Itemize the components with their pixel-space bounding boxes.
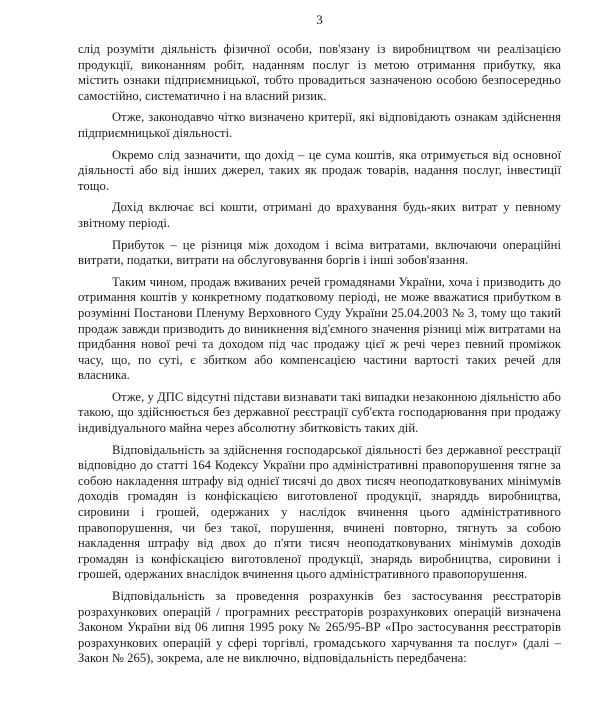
paragraph-dps-conclusion: Отже, у ДПС відсутні підстави визнавати такі випадки незаконною діяльністю або такою, що здійснюється без державної реєстрації суб'єкта господарювання при продажу індивідуального майна через абсолютну збитковість таких дій.	[78, 389, 561, 436]
paragraph-income-definition: Окремо слід зазначити, що дохід – це сума коштів, яка отримується від основної діяльності або від інших джерел, таких як продаж товарів, надання послуг, інвестиції тощо.	[78, 147, 561, 193]
page-number: 3	[316, 12, 323, 27]
paragraph-used-goods-sale: Таким чином, продаж вживаних речей громадянами України, хоча і призводить до отримання коштів у конкретному податковому періоді, не може вважатися прибутком в розумінні Постанови Пленуму Верховного Суду України 25.04.2003 № 3, тому що такий продаж завжди призводить до виникнення від'ємного значення різниці між витратами на придбання нової речі та доходом під час продажу цієї ж речі через певний проміжок часу, що, по суті, є збитком або компенсацією частини вартості таких речей для власника.	[78, 274, 561, 383]
paragraph-liability-no-registration: Відповідальність за здійснення господарської діяльності без державної реєстрації відповідно до статті 164 Кодексу України про адміністративні правопорушення тягне за собою накладення штрафу від однієї тисячі до двох тисяч неоподатковуваних мінімумів доходів громадян із конфіскацією виготовленої продукції, знаряддь виробництва, сировини і грошей, одержаних у наслідок вчинення цього адміністративного правопорушення, чи без такої, порушення, вчинені повторно, тягнуть за собою накладення штрафу від двох до п'яти тисяч неоподатковуваних мінімумів доходів громадян із конфіскацією виготовленої продукції, знарядь виробництва, сировини і грошей, одержаних внаслідок вчинення цього адміністративного правопорушення.	[78, 442, 561, 582]
paragraph-liability-cash-registers: Відповідальність за проведення розрахунків без застосування реєстраторів розрахункових операцій / програмних реєстраторів розрахункових операцій визначена Законом України від 06 липня 1995 року № 265/95-ВР «Про застосування реєстраторів розрахункових операцій у сфері торгівлі, громадського харчування та послуг» (далі – Закон № 265), зокрема, але не виключно, відповідальність передбачена:	[78, 589, 561, 666]
paragraph-criteria: Отже, законодавчо чітко визначено критерії, які відповідають ознакам здійснення підприємницької діяльності.	[78, 110, 561, 140]
paragraph-profit-definition: Прибуток – це різниця між доходом і всіма витратами, включаючи операційні витрати, податки, витрати на обслуговування боргів і інші зобов'язання.	[78, 237, 561, 268]
paragraph-income-includes: Дохід включає всі кошти, отримані до врахування будь-яких витрат у певному звітному періоді.	[78, 200, 561, 230]
paragraph-definition-continued: слід розуміти діяльність фізичної особи, пов'язану із виробництвом чи реалізацією продукції, виконанням робіт, наданням послуг із метою отримання прибутку, яка містить ознаки підприємницької, тобто провадиться зазначеною особою безпосередньо самостійно, систематично і на власний ризик.	[78, 42, 561, 103]
